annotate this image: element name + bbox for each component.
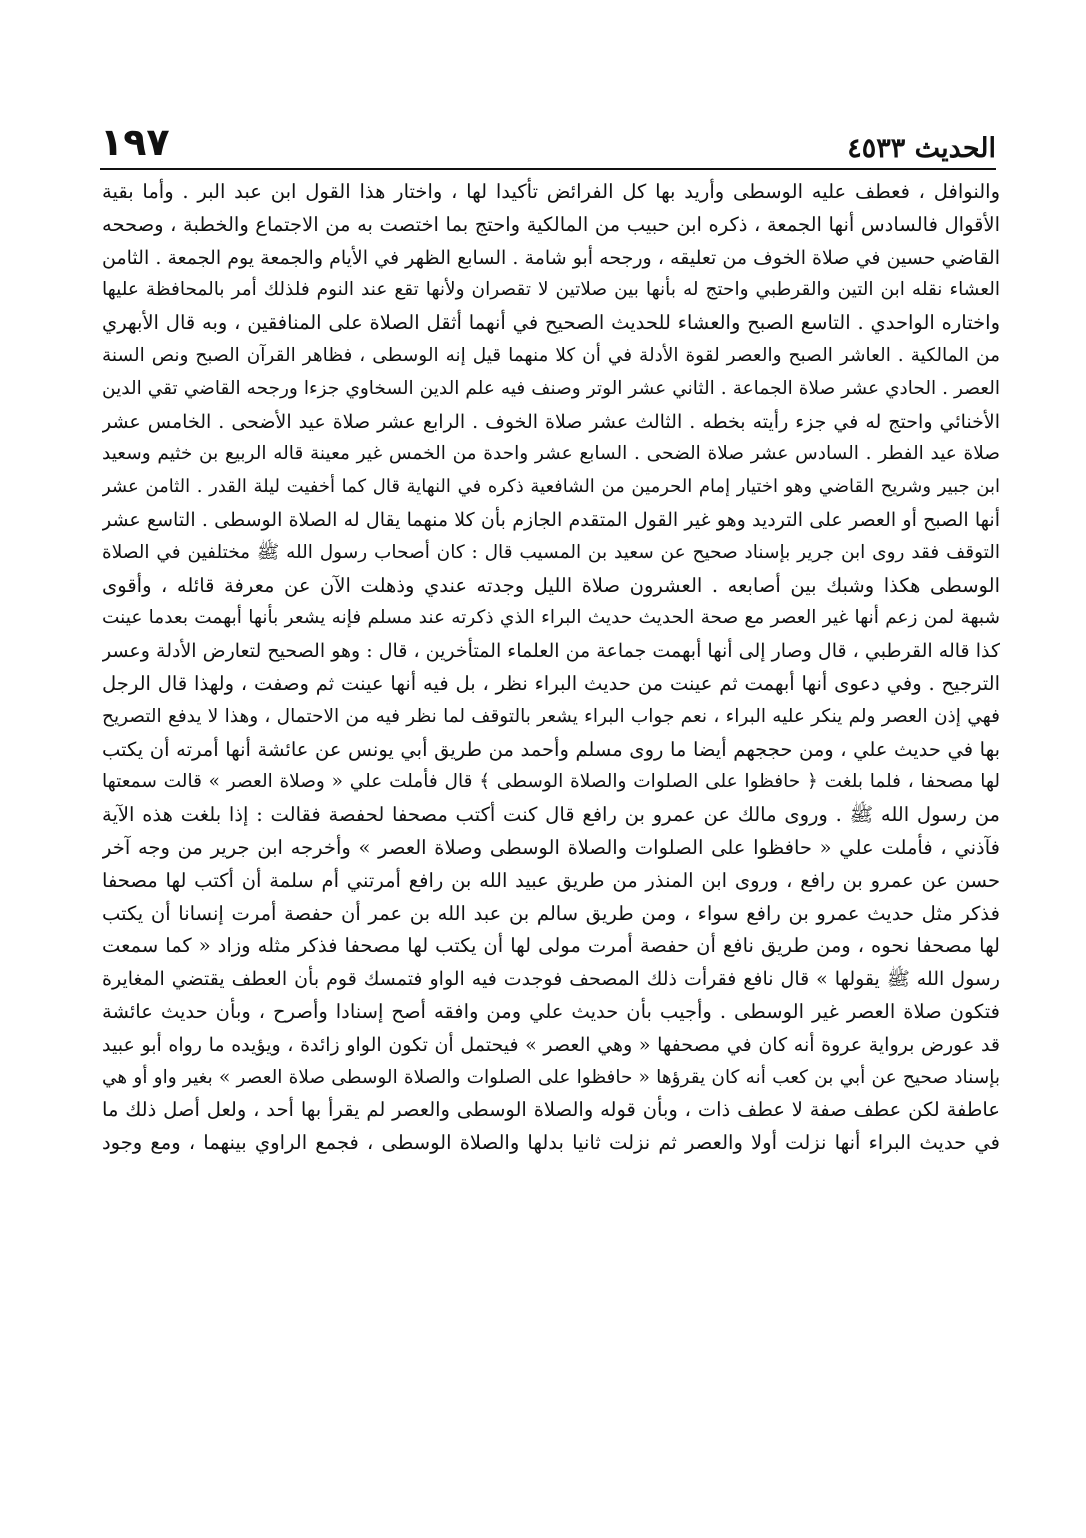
text-line: فهي إذن العصر ولم ينكر عليه البراء ، نعم جواب البراء يشعر بالتوقف لما نظر فيه من الاحتمال ، وهذا لا يدفع التصريح <box>102 705 1000 727</box>
text-line: من المالكية . العاشر الصبح والعصر لقوة الأدلة في أن كلا منهما قيل إنه الوسطى ، فظاهر القرآن الصبح ونص السنة <box>102 344 1000 366</box>
text-line: الأقوال فالسادس أنها الجمعة ، ذكره ابن حبيب من المالكية واحتج بما اختصت به من الاجتماع والخطبة ، وصححه <box>102 212 1000 236</box>
text-line: العصر . الحادي عشر صلاة الجماعة . الثاني عشر الوتر وصنف فيه علم الدين السخاوي جزءا ورجحه القاضي تقي الدين <box>102 377 1000 399</box>
text-line: قد عورض برواية عروة أنه كان في مصحفها « وهي العصر » فيحتمل أن تكون الواو زائدة ، ويؤيده ما رواه أبو عبيد <box>102 1033 1000 1056</box>
text-line: والنوافل ، فعطف عليه الوسطى وأريد بها كل الفرائض تأكيدا لها ، واختار هذا القول ابن عبد البر . وأما بقية <box>102 180 1000 203</box>
text-line: من رسول الله ﷺ . وروى مالك عن عمرو بن رافع قال كنت أكتب مصحفا لحفصة فقالت : إذا بلغت هذه الآية <box>102 803 1000 827</box>
page-header <box>100 118 996 164</box>
text-line: فآذني ، فأملت علي « حافظوا على الصلوات والصلاة الوسطى وصلاة العصر » وأخرجه ابن جرير من وجه آخر <box>102 835 1000 859</box>
text-line: بها في حديث علي ، ومن حججهم أيضا ما روى مسلم وأحمد من طريق أبي يونس عن عائشة أنها أمرته أن يكتب <box>102 737 1000 761</box>
header-rule <box>100 168 996 170</box>
text-line: بإسناد صحيح عن أبي بن كعب أنه كان يقرؤها « حافظوا على الصلوات والصلاة الوسطى صلاة العصر » بغير واو أو هي <box>102 1066 1000 1088</box>
text-line: التوقف فقد روى ابن جرير بإسناد صحيح عن سعيد بن المسيب قال : كان أصحاب رسول الله ﷺ مختلفين في الصلاة <box>102 541 1000 563</box>
text-line: كذا قاله القرطبي ، قال وصار إلى أنها أبهمت جماعة من العلماء المتأخرين ، قال : وهو الصحيح لتعارض الأدلة وعسر <box>102 640 1000 663</box>
text-line: رسول الله ﷺ يقولها » قال نافع فقرأت ذلك المصحف فوجدت فيه الواو فتمسك قوم بأن العطف يقتضي المغايرة <box>102 968 1000 991</box>
text-line: لها مصحفا ، فلما بلغت ﴿ حافظوا على الصلوات والصلاة الوسطى ﴾ قال فأملت علي « وصلاة العصر » قالت سمعتها <box>102 771 1000 793</box>
text-line: في حديث البراء أنها نزلت أولا والعصر ثم نزلت ثانيا بدلها والصلاة الوسطى ، فجمع الراوي بينهما ، ومع وجود <box>102 1131 1000 1155</box>
text-line: فذكر مثل حديث عمرو بن رافع سواء ، ومن طريق سالم بن عبد الله بن عمر أن حفصة أمرت إنسانا أن يكتب <box>102 901 1000 925</box>
text-line: الترجيح . وفي دعوى أنها أبهمت ثم عينت من حديث البراء نظر ، بل فيه أنها عينت ثم وصفت ، ولهذا قال الرجل <box>102 671 1000 695</box>
text-line: لها مصحفا نحوه ، ومن طريق نافع أن حفصة أمرت مولى لها أن يكتب لها مصحفا فذكر مثله وزاد « كما سمعت <box>102 934 1000 958</box>
text-line: الأخنائي واحتج له في جزء رأيته بخطه . الثالث عشر صلاة الخوف . الرابع عشر صلاة عيد الأضحى . الخامس عشر <box>102 410 1000 433</box>
text-line: أنها الصبح أو العصر على الترديد وهو غير القول المتقدم الجازم بأن كلا منهما يقال له الصلاة الوسطى . التاسع عشر <box>102 508 1000 531</box>
text-line: الوسطى هكذا وشبك بين أصابعه . العشرون صلاة الليل وجدته عندي وذهلت الآن عن معرفة قائله ، وأقوى <box>102 573 1000 597</box>
text-line: فتكون صلاة العصر غير الوسطى . وأجيب بأن حديث علي ومن وافقه أصح إسنادا وأصرح ، وبأن حديث عائشة <box>102 999 1000 1023</box>
text-line: صلاة عيد الفطر . السادس عشر صلاة الضحى . السابع عشر واحدة من الخمس غير معينة قاله الربيع بن خثيم وسعيد <box>102 443 1000 465</box>
page-number: ١٩٧ <box>100 120 170 164</box>
text-line: العشاء نقله ابن التين والقرطبي واحتج له بأنها بين صلاتين لا تقصران ولأنها تقع عند النوم فلذلك أمر بالمحافظة عليها <box>102 279 1000 301</box>
text-line: واختاره الواحدي . التاسع الصبح والعشاء للحديث الصحيح في أنهما أثقل الصلاة على المنافقين ، وبه قال الأبهري <box>102 311 1000 335</box>
text-line: شبهة لمن زعم أنها غير العصر مع صحة الحديث حديث البراء الذي ذكرته عند مسلم فإنه يشعر بأنها أبهمت بعدما عينت <box>102 607 1000 629</box>
text-line: عاطفة لكن عطف صفة لا عطف ذات ، وبأن قوله والصلاة الوسطى والعصر لم يقرأ بها أحد ، ولعل أصل ذلك ما <box>102 1098 1000 1122</box>
text-line: ابن جبير وشريح القاضي وهو اختيار إمام الحرمين من الشافعية ذكره في النهاية قال كما أخفيت ليلة القدر . الثامن عشر <box>102 476 1000 498</box>
text-line: القاضي حسين في صلاة الخوف من تعليقه ، ورجحه أبو شامة . السابع الظهر في الأيام والجمعة يوم الجمعة . الثامن <box>102 246 1000 269</box>
running-title: الحديث ٤٥٣٣ <box>847 133 996 164</box>
text-body <box>102 176 1000 1160</box>
text-line: حسن عن عمرو بن رافع ، وروى ابن المنذر من طريق عبيد الله بن رافع أمرتني أم سلمة أن أكتب لها مصحفا <box>102 868 1000 892</box>
